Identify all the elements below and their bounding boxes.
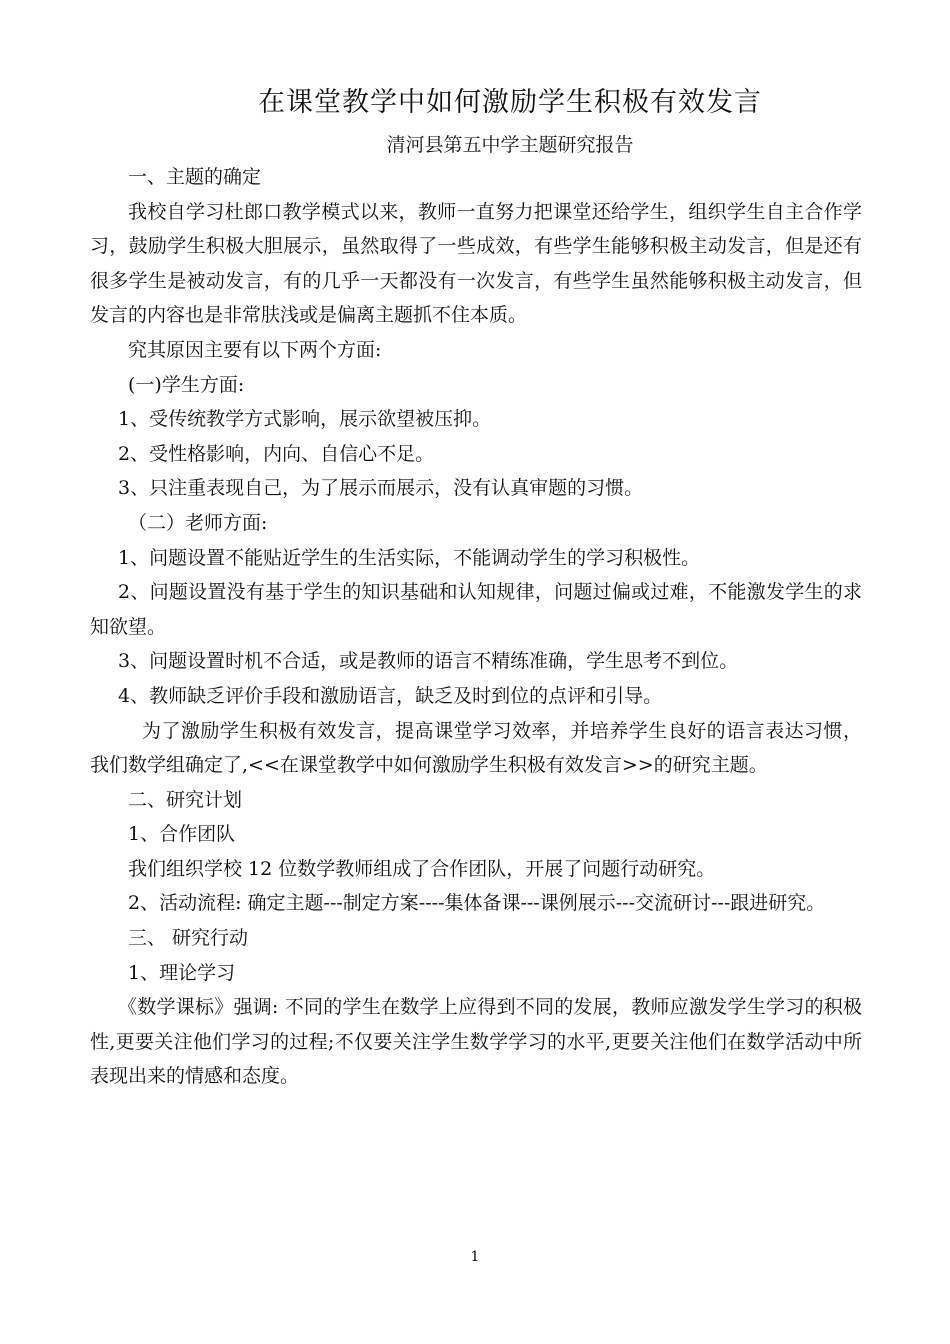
subheading-teachers: （二）老师方面: <box>128 511 268 534</box>
subheading-students: (一)学生方面: <box>128 373 245 396</box>
list-item: 1、受传统教学方式影响，展示欲望被压抑。 <box>118 408 492 431</box>
paragraph-team: 我们组织学校 12 位数学教师组成了合作团队，开展了问题行动研究。 <box>128 857 716 880</box>
list-item: 1、问题设置不能贴近学生的生活实际，不能调动学生的学习积极性。 <box>118 546 701 569</box>
paragraph-process: 2、活动流程: 确定主题---制定方案----集体备课---课例展示---交流研讨---跟进研究。 <box>128 892 826 915</box>
document-body <box>90 160 862 1094</box>
list-item: 4、教师缺乏评价手段和激励语言，缺乏及时到位的点评和引导。 <box>118 684 663 707</box>
list-item: 2、问题设置没有基于学生的知识基础和认知规律，问题过偏或过难，不能激发学生的求知欲望。 <box>90 581 862 638</box>
page-number: 1 <box>470 1249 480 1265</box>
paragraph-causes: 究其原因主要有以下两个方面: <box>128 338 382 361</box>
subheading-team: 1、合作团队 <box>128 823 236 846</box>
list-item: 2、受性格影响，内向、自信心不足。 <box>118 442 435 465</box>
subheading-theory: 1、理论学习 <box>128 961 236 984</box>
list-item: 3、问题设置时机不合适，或是教师的语言不精练准确，学生思考不到位。 <box>118 650 739 673</box>
list-item: 3、只注重表现自己，为了展示而展示，没有认真审题的习惯。 <box>118 477 644 500</box>
section-heading-1: 一、主题的确定 <box>128 166 262 188</box>
section-heading-3: 三、 研究行动 <box>128 927 249 950</box>
paragraph-intro: 我校自学习杜郎口教学模式以来，教师一直努力把课堂还给学生，组织学生自主合作学习，鼓励学生积极大胆展示，虽然取得了一些成效，有些学生能够积极主动发言，但是还有很多学生是被动发言，有的几乎一天都没有一次发言，有些学生虽然能够积极主动发言，但发言的内容也是非常肤浅或是偏离主题抓不住本质。 <box>90 200 862 327</box>
section-heading-2: 二、研究计划 <box>128 788 243 811</box>
paragraph-standards: 《数学课标》强调: 不同的学生在数学上应得到不同的发展，教师应激发学生学习的积极性,更要关注他们学习的过程;不仅要关注学生数学学习的水平,更要关注他们在数学活动中所表现出来的情感和态度。 <box>90 996 862 1088</box>
document-title: 在课堂教学中如何激励学生积极有效发言 <box>258 87 762 118</box>
document-subtitle: 清河县第五中学主题研究报告 <box>386 134 634 156</box>
paragraph-purpose: 为了激励学生积极有效发言，提高课堂学习效率，并培养学生良好的语言表达习惯，我们数学组确定了,<<在课堂教学中如何激励学生积极有效发言>>的研究主题。 <box>90 719 862 777</box>
